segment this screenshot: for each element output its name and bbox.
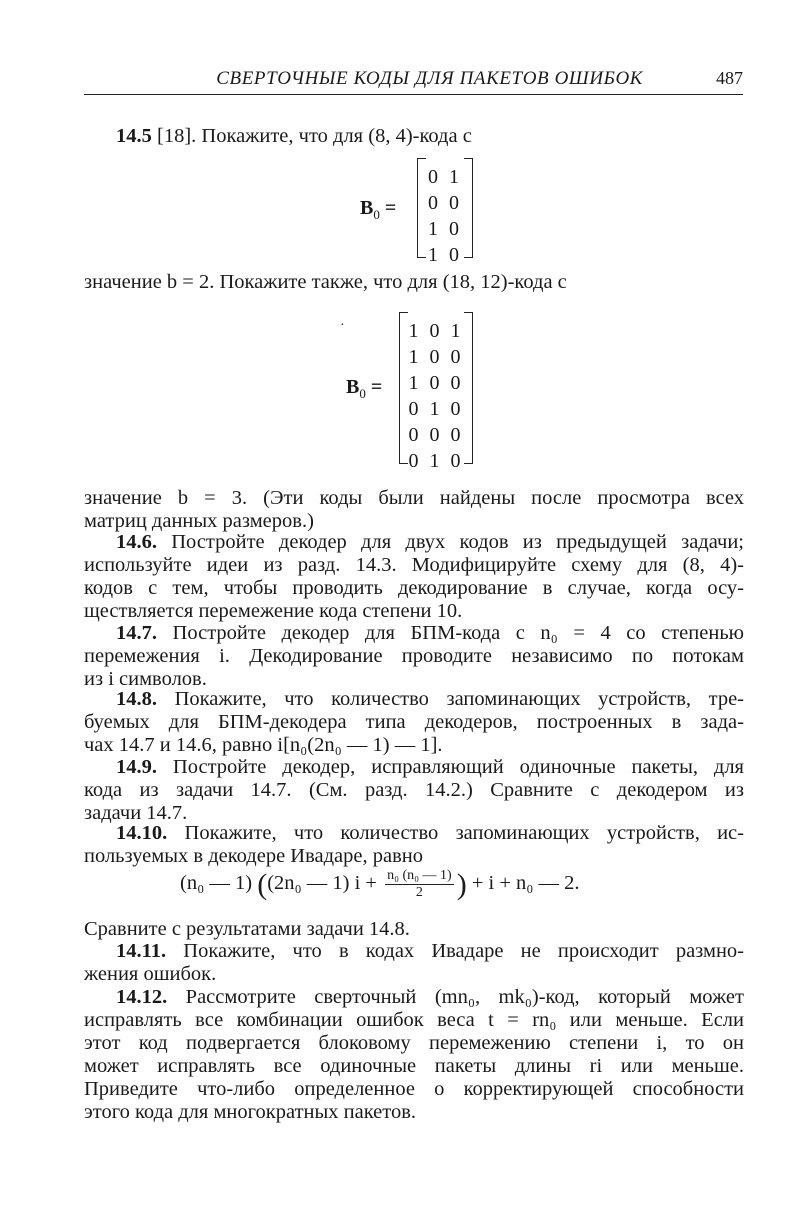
problem-number: 14.11. (116, 940, 167, 962)
matrix-symbol: B (346, 376, 360, 398)
problem-number: 14.12. (116, 986, 168, 1008)
chapter-title: СВЕРТОЧНЫЕ КОДЫ ДЛЯ ПАКЕТОВ ОШИБОК (216, 68, 643, 89)
problem-14-5-line-3: значение b = 3. (Эти коды были найдены после просмотра всех (84, 487, 744, 509)
text-span: Постройте декодер для двух кодов из предыдущей задачи; (157, 531, 744, 553)
problem-14-12-line-5: Приведите что-либо определенное о корректирующей способности (84, 1078, 744, 1100)
problem-14-6-line-1 (116, 531, 744, 554)
problem-14-7-line-2: перемежения i. Декодирование проводите независимо по потокам (84, 645, 744, 667)
matrix-row: 0 1 (428, 166, 462, 188)
problem-number: 14.6. (116, 531, 157, 553)
matrix-subscript: 0 (373, 207, 380, 222)
equals-sign: = (370, 376, 383, 398)
formula-part: + i + n₀ — 2. (466, 872, 580, 895)
problem-number: 14.10. (116, 822, 168, 844)
text-span: Рассмотрите сверточный (mn₀, mk₀)-код, который может (167, 986, 744, 1008)
matrix-subscript: 0 (359, 386, 366, 401)
matrix-1-label (360, 197, 396, 223)
problem-14-7-line-1 (116, 622, 744, 645)
problem-14-10-line-2: пользуемых в декодере Ивадаре, равно (84, 845, 424, 867)
problem-14-12-line-3: этот код подвергается блоковому перемежению степени i, то он (84, 1032, 744, 1054)
formula-part: (n₀ — 1) (180, 872, 258, 895)
text-span: Постройте декодер для БПМ-кода с n₀ = 4 со степенью (157, 622, 744, 644)
problem-14-10-line-1 (116, 822, 744, 845)
problem-14-6-line-3: кодов с тем, чтобы проводить декодирование в случае, когда осу- (84, 577, 744, 599)
matrix-2 (399, 312, 473, 472)
problem-14-5-line-1 (116, 125, 776, 148)
problem-14-12-line-1 (116, 986, 744, 1009)
matrix-row: 1 0 1 (408, 320, 464, 342)
matrix-2-label (346, 376, 382, 402)
formula-part: (2n₀ — 1) i + (267, 872, 383, 895)
problem-number: 14.5 (116, 125, 152, 147)
running-header (84, 64, 743, 95)
fraction-numerator: n₀ (n₀ — 1) (387, 868, 452, 883)
problem-14-6-line-2: используйте идеи из разд. 14.3. Модифицируйте схему для (8, 4)- (84, 554, 744, 576)
fraction-denominator: 2 (415, 885, 423, 900)
matrix-row: 1 0 (428, 218, 462, 240)
text-span: Покажите, что количество запоминающих устройств, тре- (157, 688, 744, 710)
matrix-row: 1 0 (428, 244, 462, 266)
problem-14-12-line-2: исправлять все комбинации ошибок веса t = rn₀ или меньше. Если (84, 1009, 744, 1031)
equals-sign: = (384, 197, 397, 219)
matrix-row: 0 1 0 (408, 398, 464, 420)
page-number: 487 (716, 68, 743, 88)
text-span: Покажите, что в кодах Ивадаре не происходит размно- (166, 940, 744, 962)
problem-14-12-line-6: этого кода для многократных пакетов. (84, 1101, 417, 1123)
problem-14-11-line-2: жения ошибок. (84, 963, 217, 985)
problem-14-8-line-2: буемых для БПМ-декодера типа декодеров, построенных в зада- (84, 711, 744, 733)
formula-open-paren: ( (257, 868, 268, 902)
matrix-row: 0 1 0 (408, 450, 464, 472)
problem-14-9-line-3: задачи 14.7. (84, 802, 188, 824)
problem-number: 14.8. (116, 688, 157, 710)
problem-14-6-line-4: ществляется перемежение кода степени 10. (84, 600, 463, 622)
text-span: Покажите, что количество запоминающих устройств, ис- (167, 822, 744, 844)
problem-14-5-line-4: матриц данных размеров.) (84, 510, 314, 532)
problem-14-9-line-2: кода из задачи 14.7. (См. разд. 14.2.) Сравните с декодером из (84, 779, 744, 801)
matrix-row: 0 0 0 (408, 424, 464, 446)
problem-14-9-line-1 (116, 756, 744, 779)
problem-14-7-line-3: из i символов. (84, 668, 207, 690)
problem-14-11-line-1 (116, 940, 744, 963)
formula-fraction (385, 868, 454, 901)
text-span: Постройте декодер, исправляющий одиночные пакеты, для (157, 756, 744, 778)
matrix-symbol: B (360, 197, 374, 219)
stray-mark: · (340, 318, 345, 333)
problem-14-10-line-3: Сравните с результатами задачи 14.8. (84, 918, 410, 940)
matrix-rows (399, 318, 473, 474)
problem-14-12-line-4: может исправлять все одиночные пакеты длины ri или меньше. (84, 1055, 744, 1077)
problem-14-8-line-3: чах 14.7 и 14.6, равно i[n₀(2n₀ — 1) — 1]. (84, 734, 443, 756)
matrix-row: 0 0 (428, 192, 462, 214)
problem-number: 14.7. (116, 622, 157, 644)
memory-count-formula (180, 868, 580, 908)
problem-number: 14.9. (116, 756, 157, 778)
matrix-rows (417, 164, 473, 268)
text-span: [18]. Покажите, что для (8, 4)-кода с (151, 125, 472, 147)
problem-14-5-line-2: значение b = 2. Покажите также, что для (18, 12)-кода с (84, 271, 567, 293)
matrix-1 (417, 158, 473, 266)
matrix-row: 1 0 0 (408, 346, 464, 368)
matrix-row: 1 0 0 (408, 372, 464, 394)
formula-close-paren: ) (456, 868, 467, 902)
problem-14-8-line-1 (116, 688, 744, 711)
